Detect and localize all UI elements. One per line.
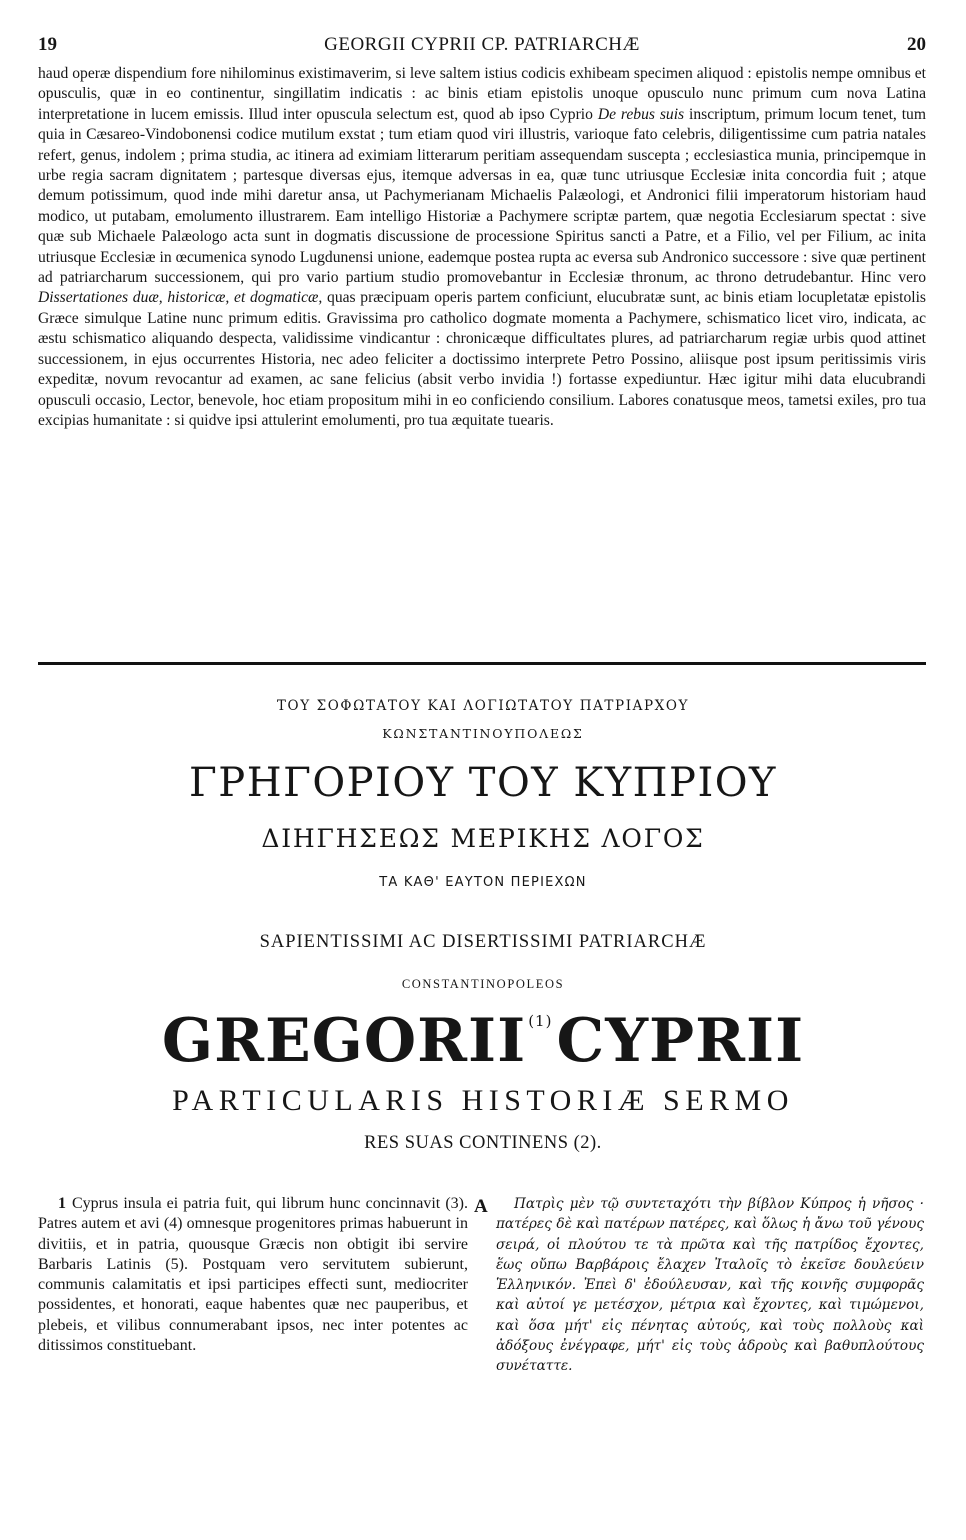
page-number-left: 19 bbox=[38, 34, 57, 55]
greek-paragraph bbox=[496, 1194, 924, 1377]
latin-author-name bbox=[0, 1006, 966, 1076]
preface-italic-dissertations: Dissertationes duæ, historicæ, et dogmaticæ, bbox=[38, 289, 323, 307]
preface-segment-1: haud operæ dispendium fore nihilominus existimaverim, si leve saltem istius codicis exhibeam specimen aliquod : epistolis nempe omnibus et opusculis, quæ in eo continentur, singillatim indicatis : ac binis etiam epistolis unoque opusculo nunc primum cum nova Latina interpretatione in lucem emissis. Illud inter opuscula selectum est, quod ab ipso Cyprio bbox=[38, 65, 926, 123]
greek-title-line-1: ΤΟΥ ΣΟΦΩΤΑΤΟΥ ΚΑΙ ΛΟΓΙΩΤΑΤΟΥ ΠΑΤΡΙΑΡΧΟΥ bbox=[276, 698, 690, 714]
greek-author-name: ΓΡΗΓΟΡΙΟΥ ΤΟΥ ΚΥΠΡΙΟΥ bbox=[189, 760, 777, 806]
horizontal-rule bbox=[38, 662, 926, 665]
latin-column bbox=[38, 1194, 468, 1356]
greek-body-text: Πατρὶς μὲν τῷ συντεταχότι τὴν βίβλον Κύπρος ἡ νῆσος · πατέρες δὲ καὶ πατέρων πατέρες, καὶ ὅλως ἡ ἄνω τοῦ γένους σειρά, οἱ πλούτου τε τὰ πρῶτα καὶ τῆς πατρίδος ἔχοντες, ἕως οὔπω Βαρβάροις ἔλαχεν Ἰταλοῖς τὸ ἐκεῖσε δουλεύειν Ἑλληνικόν. Ἐπεὶ δ' ἐδούλευσαν, καὶ τῆς κοινῆς συμφορᾶς καὶ αὐτοί γε μετέσχον, μέτρια καὶ ἔχοντες, καὶ τιμώμενοι, καὶ ὅσα μήτ' εἰς πένητας αὐτούς, καὶ τοὺς πολλοὺς καὶ ἀδόξους ἐνέγραφε, μήτ' εἰς τοὺς ἁδροὺς καὶ βαθυπλούτους συνέταττε. bbox=[496, 1196, 924, 1375]
greek-title-line-2: ΚΩΝΣΤΑΝΤΙΝΟΥΠΟΛΕΩΣ bbox=[382, 726, 584, 741]
footnote-ref-1: (1) bbox=[528, 1012, 553, 1030]
latin-paragraph bbox=[38, 1194, 468, 1356]
running-head bbox=[38, 34, 926, 60]
preface-italic-title: De rebus suis bbox=[597, 105, 685, 123]
latin-subtitle: RES SUAS CONTINENS (2). bbox=[364, 1133, 602, 1153]
preface-segment-3: quas præcipuam operis partem conficiunt, elucubratæ sunt, ac binis etiam locupletatæ epistolis Græce simulque Latine nunc primum editis. Gravissima pro catholico dogmate momenta a Pachymere, schismatico licet viro, indicata, ac æstu schismatico aliquando despecta, validissime vindicantur : chronicæque difficultates plures, ad patriarcharum regiæ urbis quod attinet successionem, in ejus occurrentes Historia, nec adeo feliciter a doctissimo interprete Petro Possino, aliisque post ipsum peritissimis viris expeditæ, novum revocantur ad examen, ac sane felicius (absit verbo invidia !) fortasse expediuntur. Hæc igitur mihi data elucubrandi opusculi occasio, Lector, benevole, hoc etiam propositum mihi in eo conficiendo consilium. Labores conatusque meos, tametsi exiles, pro tua excipias humanitate : si quidve ipsi attulerint emolumenti, pro tua æquitate tuearis. bbox=[38, 289, 927, 429]
column-marker: A bbox=[474, 1196, 488, 1217]
greek-column bbox=[496, 1194, 924, 1377]
latin-work-title: PARTICULARIS HISTORIÆ SERMO bbox=[172, 1084, 794, 1117]
preface-paragraph bbox=[38, 64, 926, 431]
preface-text bbox=[38, 64, 926, 431]
latin-body-text: Cyprus insula ei patria fuit, qui librum hunc concinnavit (3). Patres autem et avi (4) omnesque progenitores primas habuerunt in divitiis, et in patria, quousque Græcis non obtigit ibi servire Barbaris Latinis (5). Postquam vero servitutem subierunt, communis calamitatis et ipsi participes effecti sunt, mediocriter possidentes, et honorati, eaque habentes quæ nec pauperibus, et plebeis, et vilibus connumerabant ipsos, nec inter potentes ac ditissimos constituebant. bbox=[38, 1195, 468, 1355]
latin-name-first: GREGORII bbox=[161, 1006, 527, 1076]
latin-title-line-2: CONSTANTINOPOLEOS bbox=[401, 977, 565, 991]
latin-name-second: CYPRII bbox=[556, 1006, 805, 1076]
greek-work-title: ΔΙΗΓΗΣΕΩΣ ΜΕΡΙΚΗΣ ΛΟΓΟΣ bbox=[261, 824, 705, 853]
preface-segment-2: inscriptum, primum locum tenet, tum quia in Cæsareo-Vindobonensi codice mutilum exstat ; tum etiam quod viri illustris, varioque fato celebris, diligentissime cum patria natales refert, genus, indolem ; prima studia, ac itinera ad eximiam litterarum peritiam assequendam suscepta ; ecclesiastica munia, principemque in urbe regia sacram dignitatem ; partesque diversas ejus, itemque adversas in ea, quæ tunc utriusque Ecclesiæ inita concordia fuit ; atque demum potissimum, quod inde mihi daretur ansa, ut Pachymerianam Michaelis Palæologi, et Andronici filii imperatorum historiam haud modico, ut putabam, emolumento illustrarem. Eam intelligo Historiæ a Pachymere scriptæ partem, quæ negotia Ecclesiarum spectat : sive quæ sub Michaele Palæologo acta sunt in dogmatis discussione de processione Spiritus sancti a Patre, et a Filio, vel per Filium, ac inita utriusque Ecclesiæ in œcumenica synodo Lugdunensi unione, eademque postea rupta ac eversa sub Andronico successore : sive quæ pertinent ad patriarcharum successionem, qui pro vario partium studio promovebantur in Ecclesiæ thronum, ac throno detrudebantur. Hinc vero bbox=[38, 105, 926, 287]
page-number-right: 20 bbox=[907, 34, 926, 55]
latin-title-line-1: SAPIENTISSIMI AC DISERTISSIMI PATRIARCHÆ bbox=[259, 932, 707, 952]
running-title: GEORGII CYPRII CP. PATRIARCHÆ bbox=[324, 34, 640, 55]
section-number: 1 bbox=[58, 1195, 66, 1212]
greek-subtitle: ΤΑ ΚΑΘ' ΕΑΥΤΟΝ ΠΕΡΙΕΧΩΝ bbox=[379, 875, 587, 890]
